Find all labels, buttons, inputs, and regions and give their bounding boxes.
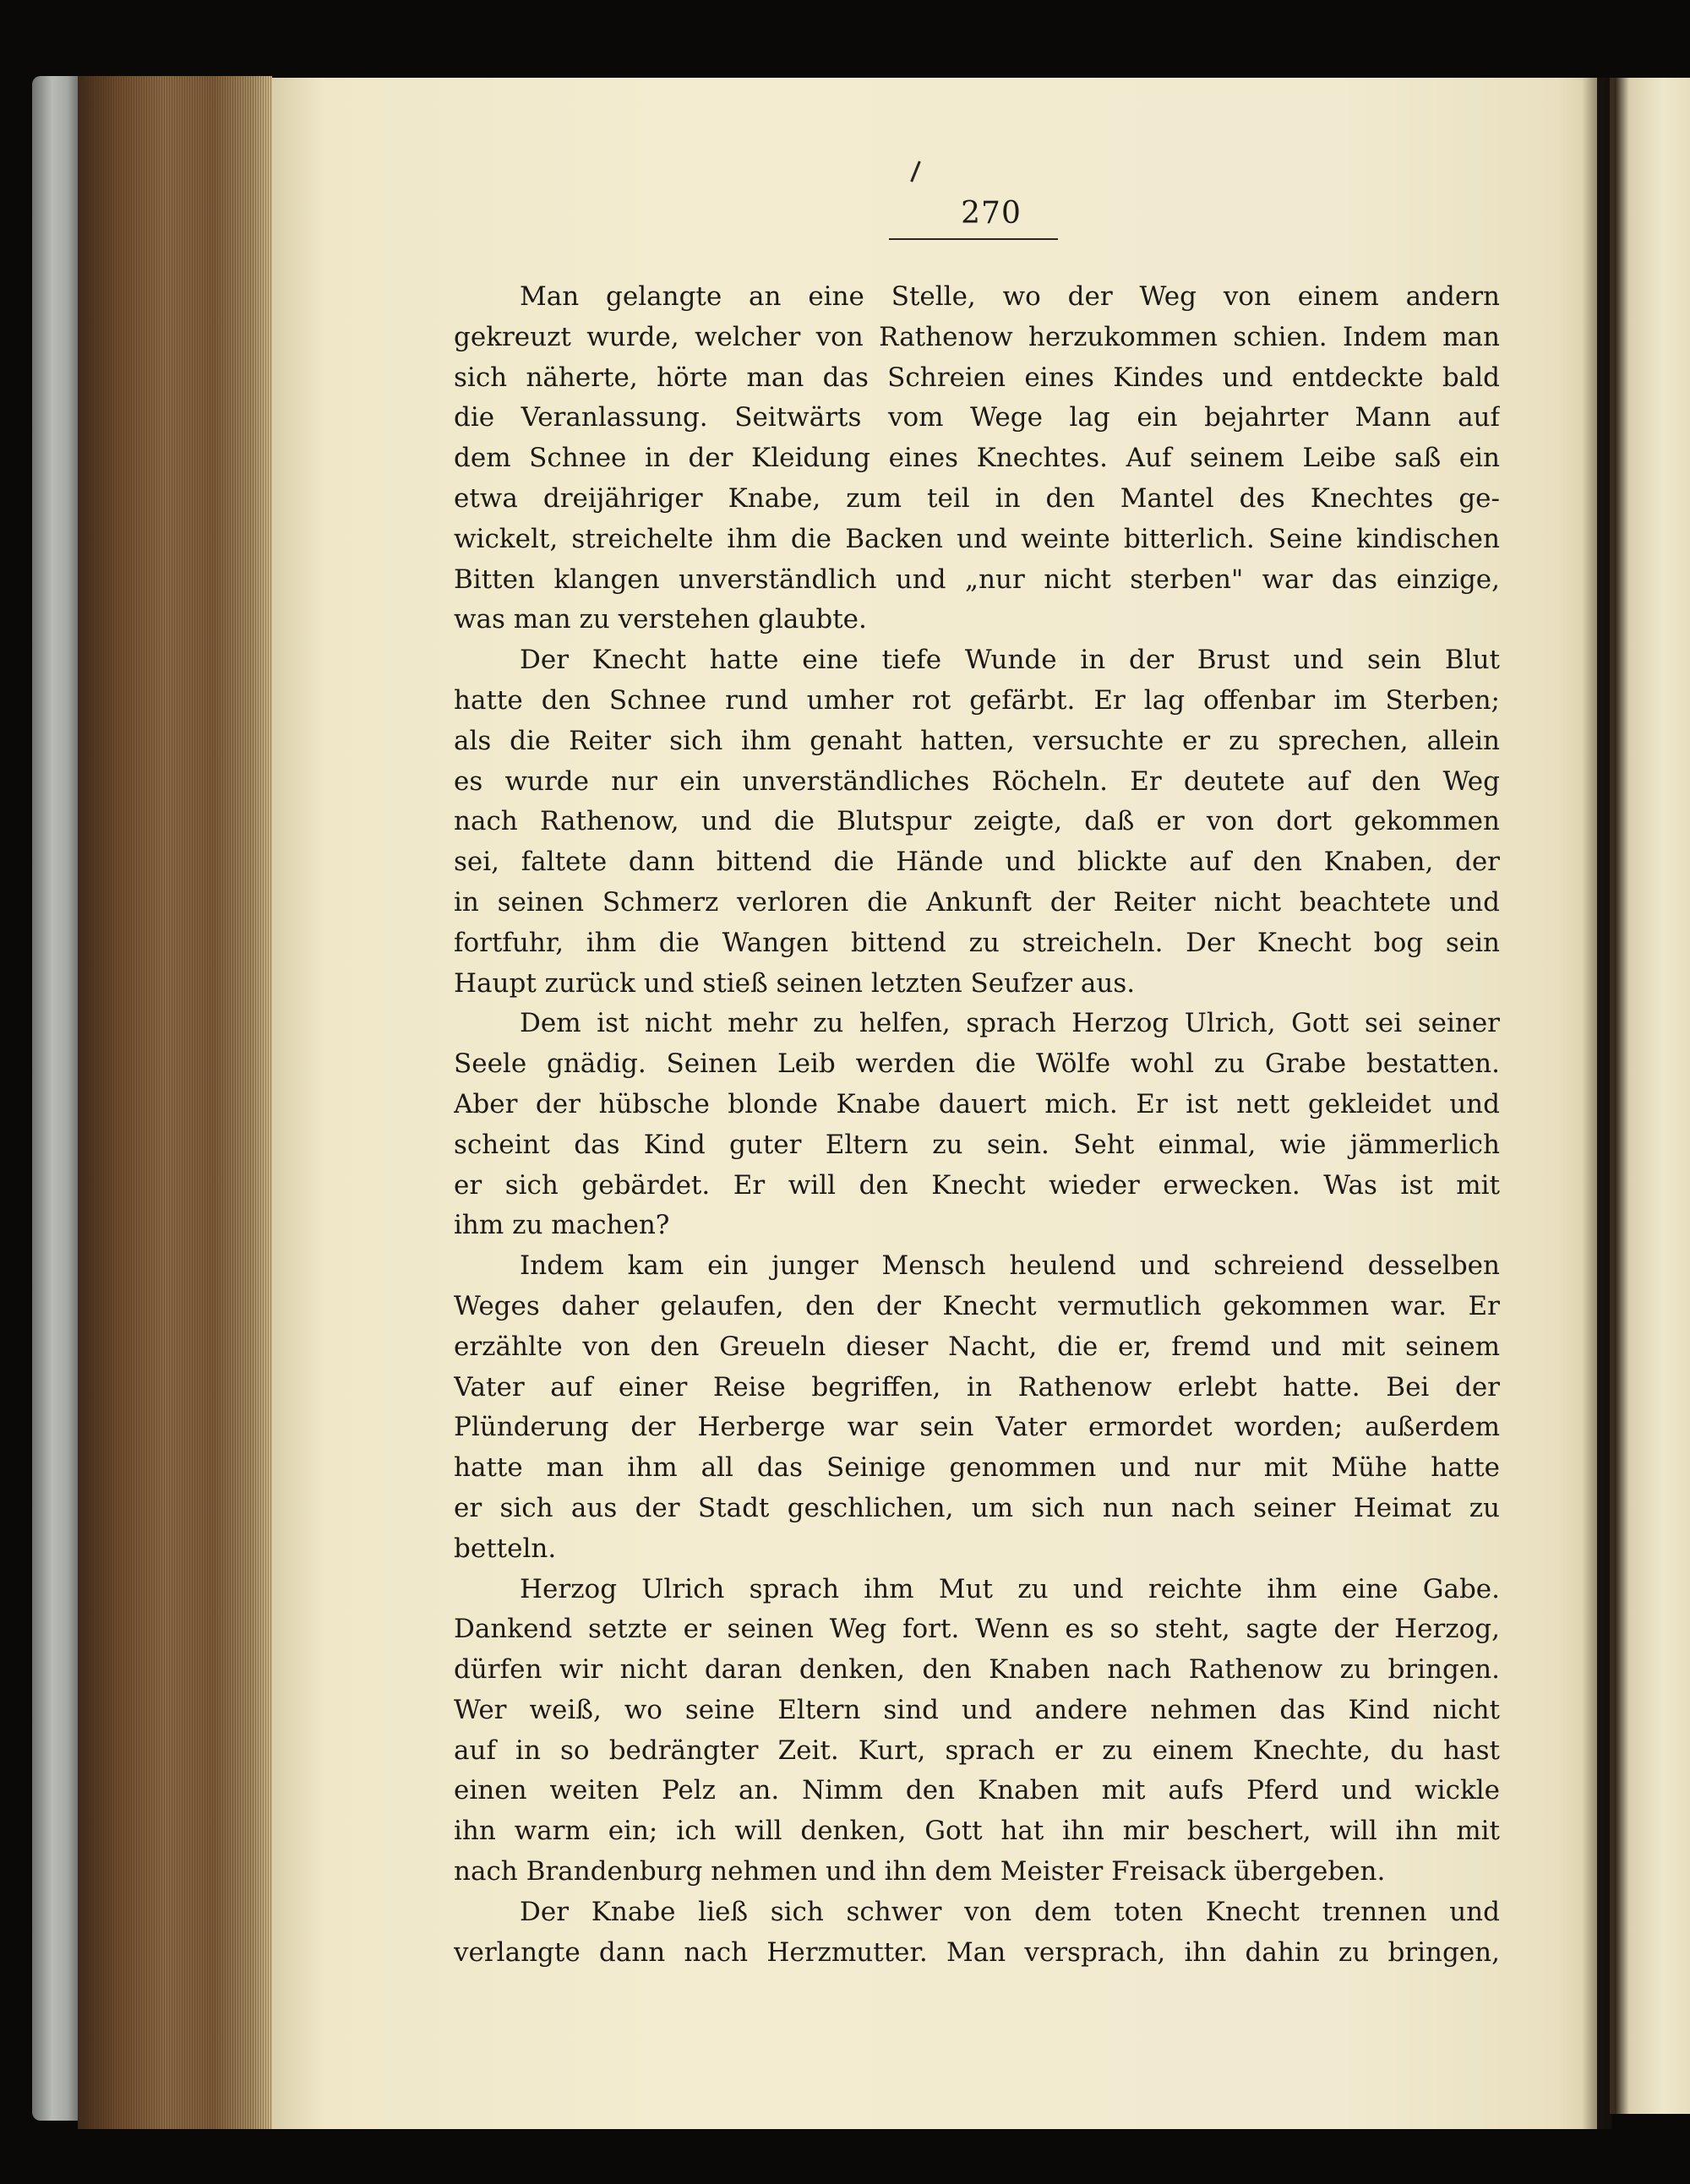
text-line: Dankend setzte er seinen Weg fort. Wenn es so steht, sagte der Herzog, xyxy=(454,1614,1500,1645)
page-number: 270 xyxy=(961,196,1022,231)
text-line: Man gelangte an eine Stelle, wo der Weg von einem andern xyxy=(520,281,1500,312)
body-text xyxy=(454,277,1500,1973)
facing-page-edge xyxy=(1610,78,1690,2114)
text-line: Bitten klangen unverständlich und „nur nicht sterben" war das einzige, xyxy=(454,564,1500,595)
text-line: ihn warm ein; ich will denken, Gott hat ihn mir beschert, will ihn mit xyxy=(454,1816,1500,1847)
text-line: auf in so bedrängter Zeit. Kurt, sprach er zu einem Knechte, du hast xyxy=(454,1735,1500,1766)
text-line: Indem kam ein junger Mensch heulend und schreiend desselben xyxy=(520,1250,1500,1282)
text-line: er sich gebärdet. Er will den Knecht wieder erwecken. Was ist mit xyxy=(454,1169,1500,1201)
text-line: verlangte dann nach Herzmutter. Man versprach, ihn dahin zu bringen, xyxy=(454,1936,1500,1968)
text-line: Weges daher gelaufen, den der Knecht vermutlich gekommen war. Er xyxy=(454,1290,1500,1321)
text-line: hatte den Schnee rund umher rot gefärbt. Er lag offenbar im Sterben; xyxy=(454,684,1500,716)
text-line: in seinen Schmerz verloren die Ankunft der Reiter nicht beachtete und xyxy=(454,886,1500,918)
text-line: die Veranlassung. Seitwärts vom Wege lag ein bejahrter Mann auf xyxy=(454,402,1500,433)
text-line: Herzog Ulrich sprach ihm Mut zu und reichte ihm eine Gabe. xyxy=(520,1573,1500,1604)
text-line: wickelt, streichelte ihm die Backen und weinte bitterlich. Seine kindischen xyxy=(454,523,1500,554)
text-line: ihm zu machen? xyxy=(454,1210,670,1241)
text-line: nach Brandenburg nehmen und ihn dem Meister Freisack übergeben. xyxy=(454,1856,1386,1887)
text-line: fortfuhr, ihm die Wangen bittend zu streicheln. Der Knecht bog sein xyxy=(454,927,1500,958)
text-line: hatte man ihm all das Seinige genommen und nur mit Mühe hatte xyxy=(454,1452,1500,1484)
text-line: Der Knecht hatte eine tiefe Wunde in der Brust und sein Blut xyxy=(520,645,1500,676)
text-line: Vater auf einer Reise begriffen, in Rathenow erlebt hatte. Bei der xyxy=(454,1371,1500,1402)
text-line: was man zu verstehen glaubte. xyxy=(454,604,867,635)
text-line: es wurde nur ein unverständliches Röcheln. Er deutete auf den Weg xyxy=(454,765,1500,797)
text-line: dem Schnee in der Kleidung eines Knechtes. Auf seinem Leibe saß ein xyxy=(454,443,1500,474)
text-line: Aber der hübsche blonde Knabe dauert mich. Er ist nett gekleidet und xyxy=(454,1088,1500,1119)
page-number-rule xyxy=(889,238,1058,240)
text-line: betteln. xyxy=(454,1533,557,1564)
text-line: etwa dreijähriger Knabe, zum teil in den Mantel des Knechtes ge- xyxy=(454,482,1500,514)
text-line: Seele gnädig. Seinen Leib werden die Wölfe wohl zu Grabe bestatten. xyxy=(454,1048,1500,1080)
text-line: als die Reiter sich ihm genaht hatten, versuchte er zu sprechen, allein xyxy=(454,725,1500,756)
text-line: er sich aus der Stadt geschlichen, um sich nun nach seiner Heimat zu xyxy=(454,1492,1500,1523)
text-line: Plünderung der Herberge war sein Vater ermordet worden; außerdem xyxy=(454,1412,1500,1443)
text-line: sich näherte, hörte man das Schreien eines Kindes und entdeckte bald xyxy=(454,362,1500,393)
text-line: einen weiten Pelz an. Nimm den Knaben mit aufs Pferd und wickle xyxy=(454,1775,1500,1806)
text-line: dürfen wir nicht daran denken, den Knaben nach Rathenow zu bringen. xyxy=(454,1654,1500,1686)
text-line: Haupt zurück und stieß seinen letzten Seufzer aus. xyxy=(454,967,1136,999)
text-line: sei, faltete dann bittend die Hände und blickte auf den Knaben, der xyxy=(454,847,1500,878)
text-line: Der Knabe ließ sich schwer von dem toten Knecht trennen und xyxy=(520,1896,1500,1927)
text-line: scheint das Kind guter Eltern zu sein. Seht einmal, wie jämmerlich xyxy=(454,1129,1500,1160)
book-cover-edge xyxy=(32,76,83,2121)
text-line: erzählte von den Greueln dieser Nacht, die er, fremd und mit seinem xyxy=(454,1331,1500,1362)
text-line: gekreuzt wurde, welcher von Rathenow herzukommen schien. Indem man xyxy=(454,321,1500,352)
text-line: Wer weiß, wo seine Eltern sind und andere nehmen das Kind nicht xyxy=(454,1694,1500,1725)
gutter-shadow xyxy=(1582,78,1612,2129)
text-line: Dem ist nicht mehr zu helfen, sprach Herzog Ulrich, Gott sei seiner xyxy=(520,1008,1500,1039)
page-block-edge xyxy=(78,76,272,2129)
text-line: nach Rathenow, und die Blutspur zeigte, daß er von dort gekommen xyxy=(454,806,1500,837)
